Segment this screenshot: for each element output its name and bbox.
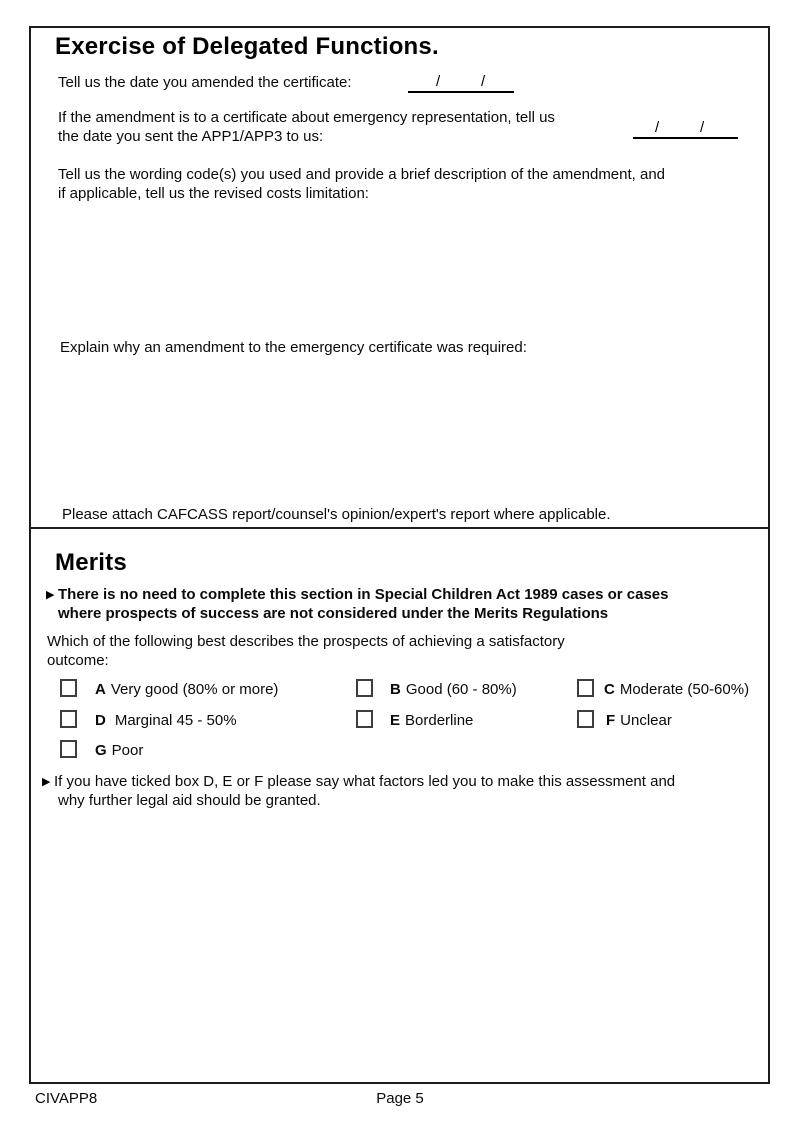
option-f-label: F Unclear (606, 712, 672, 729)
section-divider (29, 527, 770, 529)
checkbox-option-g[interactable] (60, 740, 77, 758)
merits-assessment-area[interactable] (35, 815, 763, 1080)
merits-title: Merits (55, 549, 127, 576)
option-c-letter: C (604, 681, 615, 698)
checkbox-option-d[interactable] (60, 710, 77, 728)
wording-description-area[interactable] (35, 205, 763, 330)
emergency-representation-label-line1: If the amendment is to a certificate about emergency representation, tell us (58, 109, 555, 126)
date-amended-label: Tell us the date you amended the certificate: (58, 74, 352, 91)
checkbox-option-e[interactable] (356, 710, 373, 728)
date-slash: / (655, 119, 660, 136)
merits-footnote-line1: If you have ticked box D, E or F please say what factors led you to make this assessment and (54, 773, 676, 790)
checkbox-option-a[interactable] (60, 679, 77, 697)
app1-app3-date-field[interactable] (633, 117, 738, 139)
option-a-label: A Very good (80% or more) (95, 681, 279, 698)
explain-amendment-label: Explain why an amendment to the emergency certificate was required: (60, 339, 527, 356)
prospects-question-line2: outcome: (47, 652, 109, 669)
explanation-area[interactable] (35, 360, 763, 500)
checkbox-option-b[interactable] (356, 679, 373, 697)
checkbox-option-f[interactable] (577, 710, 594, 728)
option-e-letter: E (390, 712, 401, 729)
bullet-arrow-icon: ▶ (46, 589, 55, 601)
option-e-label: E Borderline (390, 712, 474, 729)
date-slash: / (700, 119, 705, 136)
attach-cafcass-note: Please attach CAFCASS report/counsel's opinion/expert's report where applicable. (62, 506, 611, 523)
option-b-label: B Good (60 - 80%) (390, 681, 517, 698)
option-g-label: G Poor (95, 742, 144, 759)
delegated-functions-title: Exercise of Delegated Functions. (55, 33, 439, 60)
merits-note-line1: There is no need to complete this section in Special Children Act 1989 cases or cases (58, 586, 669, 603)
option-b-letter: B (390, 681, 401, 698)
date-slash: / (436, 73, 441, 90)
option-g-letter: G (95, 742, 107, 759)
merits-footnote-line2: why further legal aid should be granted. (58, 792, 321, 809)
option-d-letter: D (95, 712, 106, 729)
date-amended-field[interactable] (408, 71, 514, 93)
option-d-label: D Marginal 45 - 50% (95, 712, 237, 729)
checkbox-option-c[interactable] (577, 679, 594, 697)
wording-codes-label-line2: if applicable, tell us the revised costs limitation: (58, 185, 369, 202)
prospects-question-line1: Which of the following best describes the prospects of achieving a satisfactory (47, 633, 565, 650)
form-code: CIVAPP8 (35, 1090, 98, 1107)
merits-note-line2: where prospects of success are not considered under the Merits Regulations (58, 605, 609, 622)
date-slash: / (481, 73, 486, 90)
page-number: Page 5 (376, 1090, 424, 1107)
option-a-letter: A (95, 681, 106, 698)
option-f-letter: F (606, 712, 616, 729)
wording-codes-label-line1: Tell us the wording code(s) you used and provide a brief description of the amendment, and (58, 166, 666, 183)
bullet-arrow-icon: ▶ (42, 776, 51, 788)
emergency-representation-label-line2: the date you sent the APP1/APP3 to us: (58, 128, 324, 145)
option-c-label: C Moderate (50-60%) (604, 681, 750, 698)
